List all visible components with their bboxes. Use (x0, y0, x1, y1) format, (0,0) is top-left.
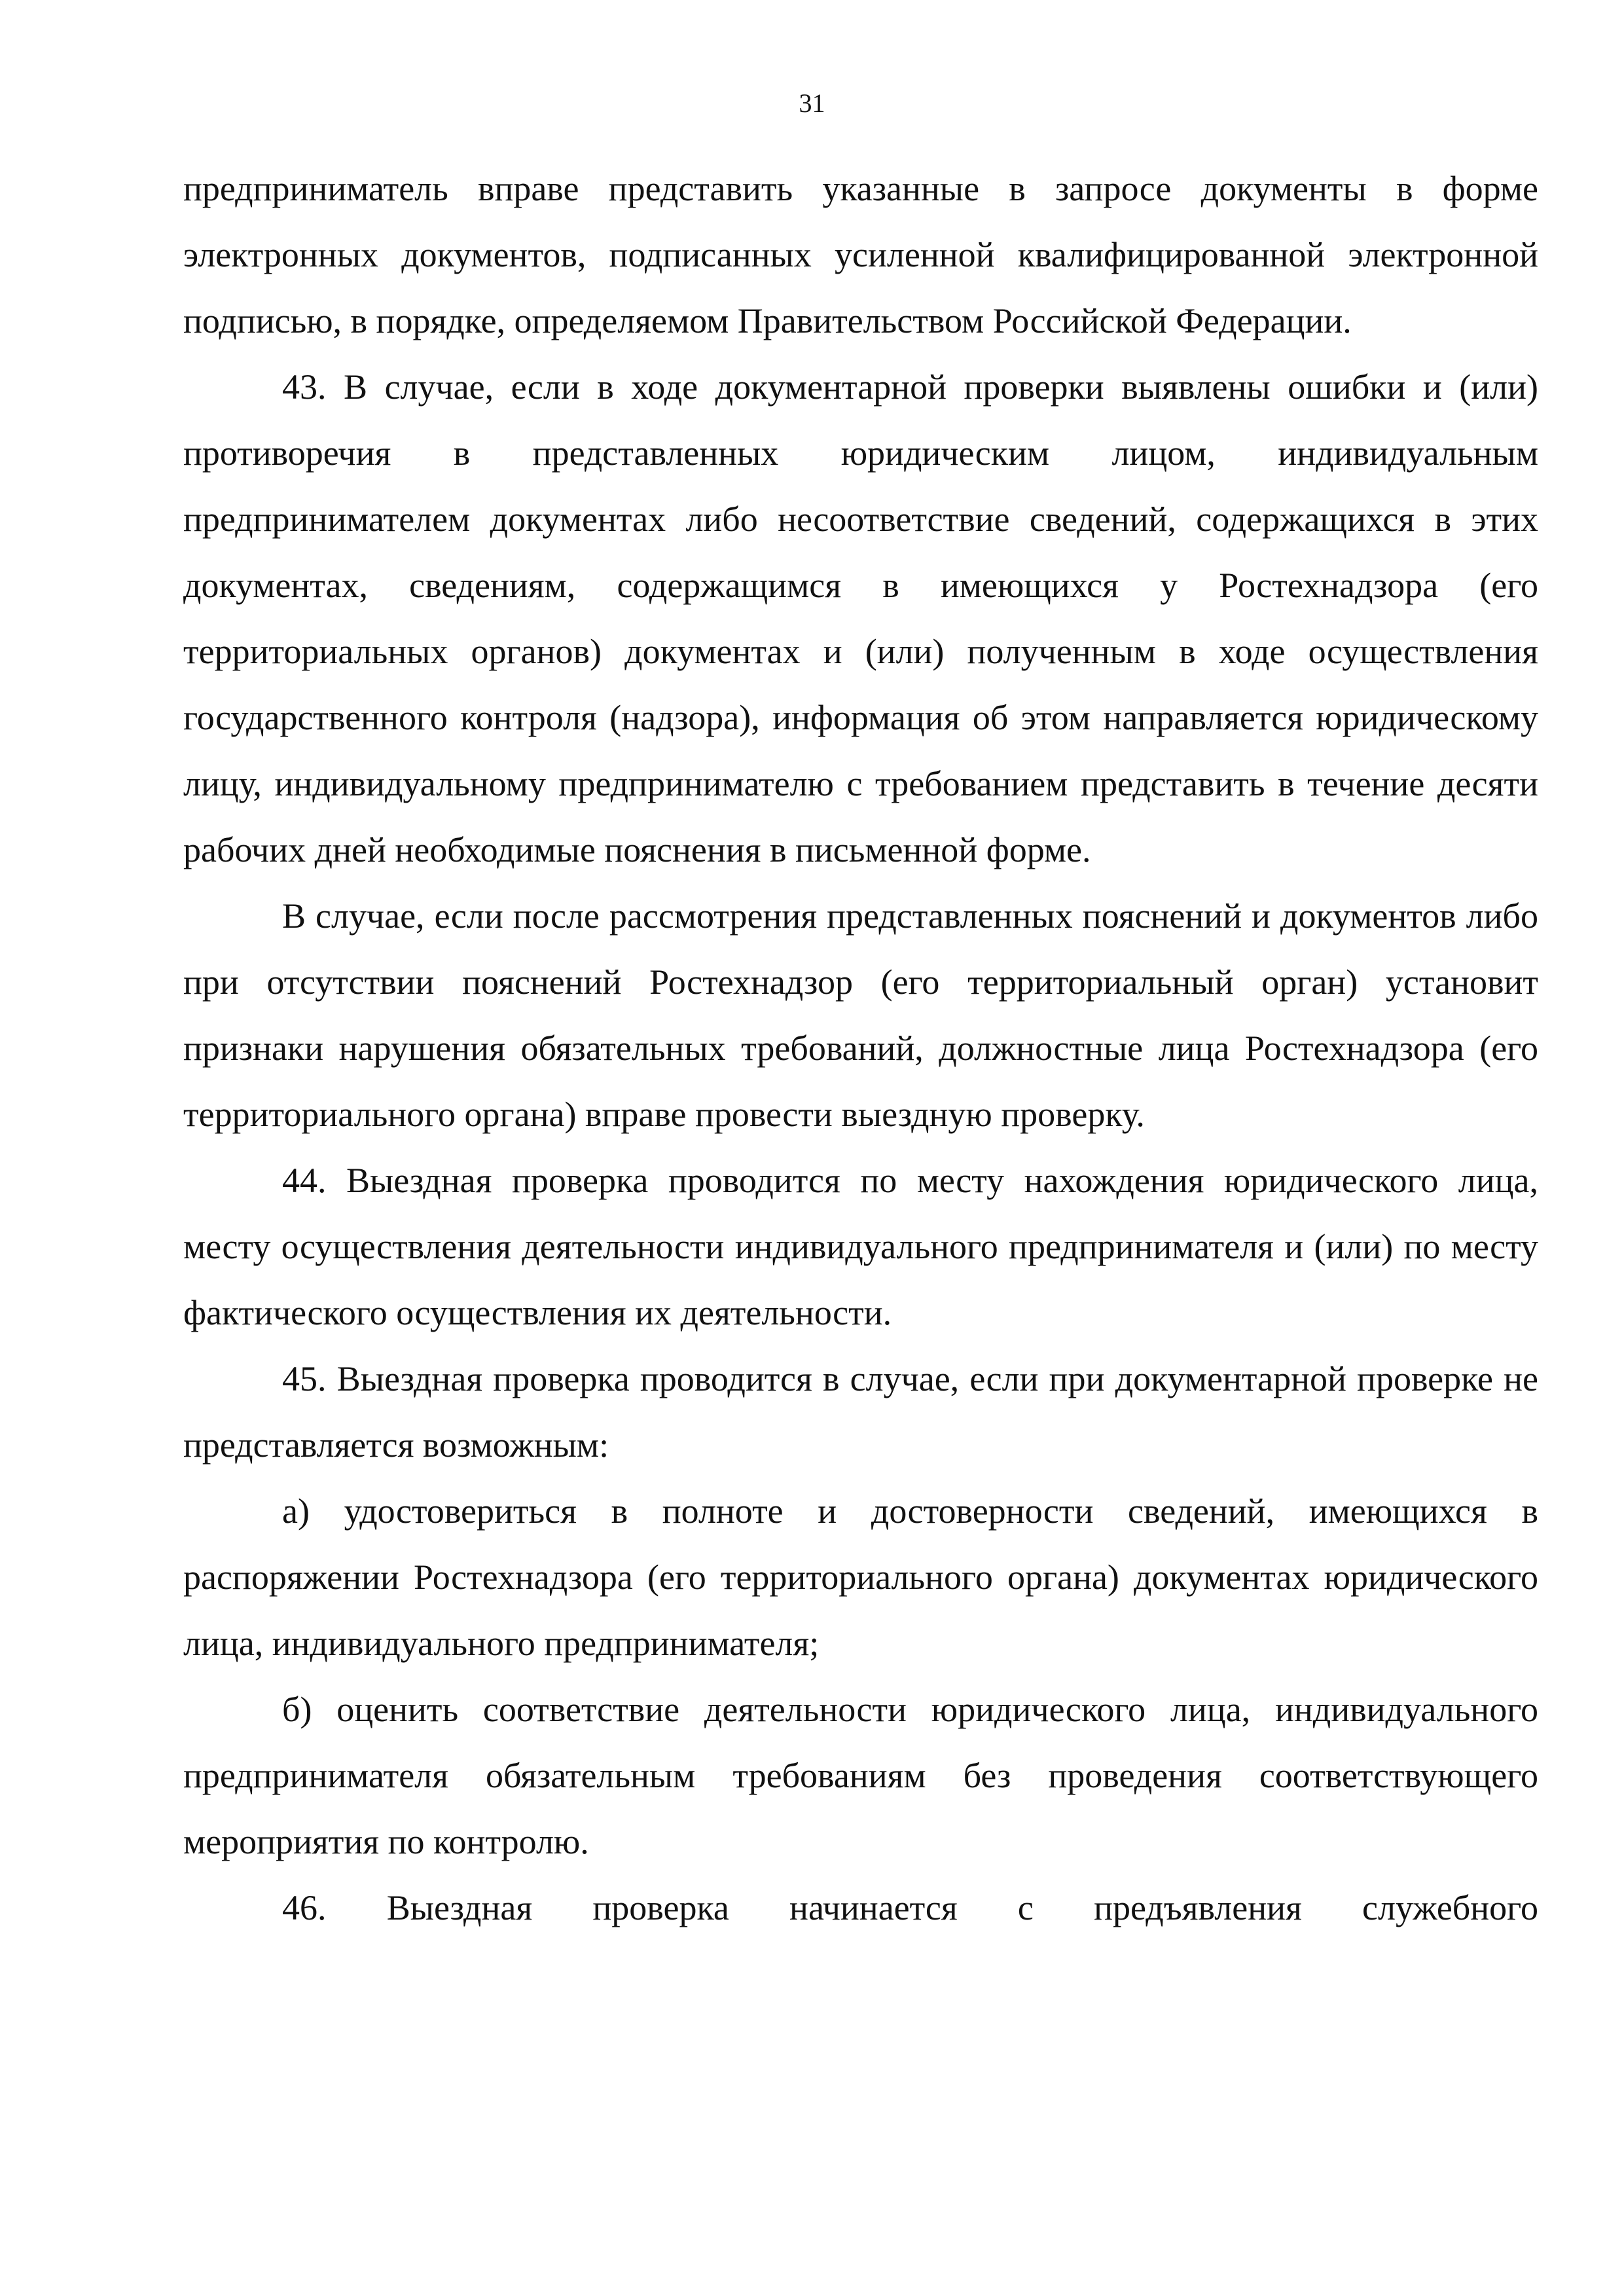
paragraph-43-followup: В случае, если после рассмотрения представленных пояснений и документов либо при отсутствии пояснений Ростехнадзор (его территориальный орган) установит признаки нарушения обязательных требований, должностные лица Ростехнадзора (его территориального органа) вправе провести выездную проверку. (183, 896, 1538, 1134)
page-number: 31 (799, 88, 825, 118)
paragraph-46: 46. Выездная проверка начинается с предъявления служебного (282, 1888, 1538, 1927)
document-body (183, 156, 1538, 1941)
paragraph-43: 43. В случае, если в ходе документарной проверки выявлены ошибки и (или) противоречия в представленных юридическим лицом, индивидуальным предпринимателем документах либо несоответствие сведений, содержащихся в этих документах, сведениям, содержащимся в имеющихся у Ростехнадзора (его территориальных органов) документах и (или) полученным в ходе осуществления государственного контроля (надзора), информация об этом направляется юридическому лицу, индивидуальному предпринимателю с требованием представить в течение десяти рабочих дней необходимые пояснения в письменной форме. (183, 367, 1538, 869)
paragraph-44: 44. Выездная проверка проводится по месту нахождения юридического лица, месту осуществления деятельности индивидуального предпринимателя и (или) по месту фактического осуществления их деятельности. (183, 1161, 1538, 1332)
paragraph-continuation: предприниматель вправе представить указанные в запросе документы в форме электронных документов, подписанных усиленной квалифицированной электронной подписью, в порядке, определяемом Правительством Российской Федерации. (183, 169, 1538, 340)
paragraph-45: 45. Выездная проверка проводится в случае, если при документарной проверке не представляется возможным: (183, 1359, 1538, 1465)
paragraph-45-item-a: а) удостовериться в полноте и достоверности сведений, имеющихся в распоряжении Ростехнадзора (его территориального органа) документах юридического лица, индивидуального предпринимателя; (183, 1491, 1538, 1663)
paragraph-45-item-b: б) оценить соответствие деятельности юридического лица, индивидуального предпринимателя обязательным требованиям без проведения соответствующего мероприятия по контролю. (183, 1690, 1538, 1861)
